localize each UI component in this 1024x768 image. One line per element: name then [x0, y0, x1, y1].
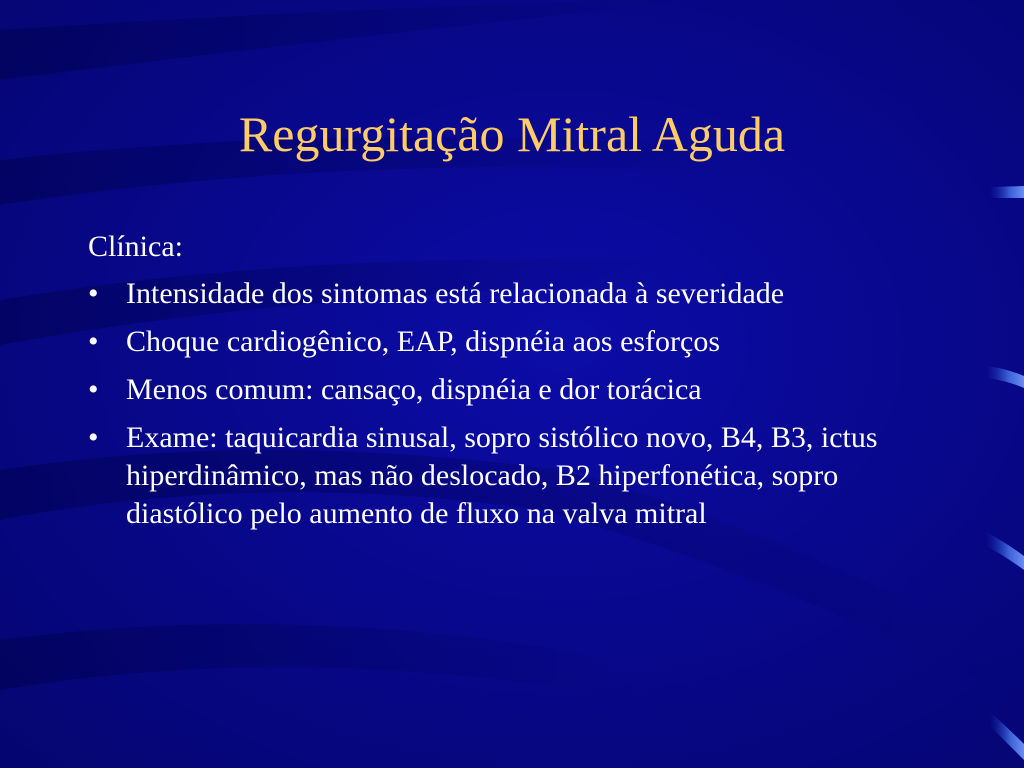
bullet-icon: • [88, 325, 99, 358]
bullet-text: Menos comum: cansaço, dispnéia e dor torácica [126, 373, 702, 406]
bullet-icon: • [88, 277, 99, 310]
bullet-text: Choque cardiogênico, EAP, dispnéia aos esforços [126, 325, 721, 358]
accent-stripe [990, 186, 1024, 198]
bullet-icon: • [88, 421, 99, 454]
slide-title: Regurgitação Mitral Aguda [238, 106, 786, 162]
accent-stripe [986, 366, 1024, 388]
bullet-item [88, 275, 928, 313]
slide-body [88, 228, 928, 543]
bullet-item [88, 371, 928, 409]
background-sweep [0, 0, 700, 80]
background-sweep [0, 624, 640, 700]
bullet-item [88, 419, 928, 533]
bullet-icon: • [88, 373, 99, 406]
bullet-list [88, 275, 928, 533]
accent-stripe [990, 712, 1024, 760]
bullet-text: Intensidade dos sintomas está relacionada à severidade [126, 277, 785, 310]
bullet-item [88, 323, 928, 361]
bullet-text: Exame: taquicardia sinusal, sopro sistólico novo, B4, B3, ictus hiperdinâmico, mas não deslocado, B2 hiperfonética, sopro diastólico pelo aumento de fluxo na valva mitral [126, 421, 878, 530]
accent-stripe [986, 532, 1024, 570]
section-label: Clínica: [88, 230, 183, 263]
